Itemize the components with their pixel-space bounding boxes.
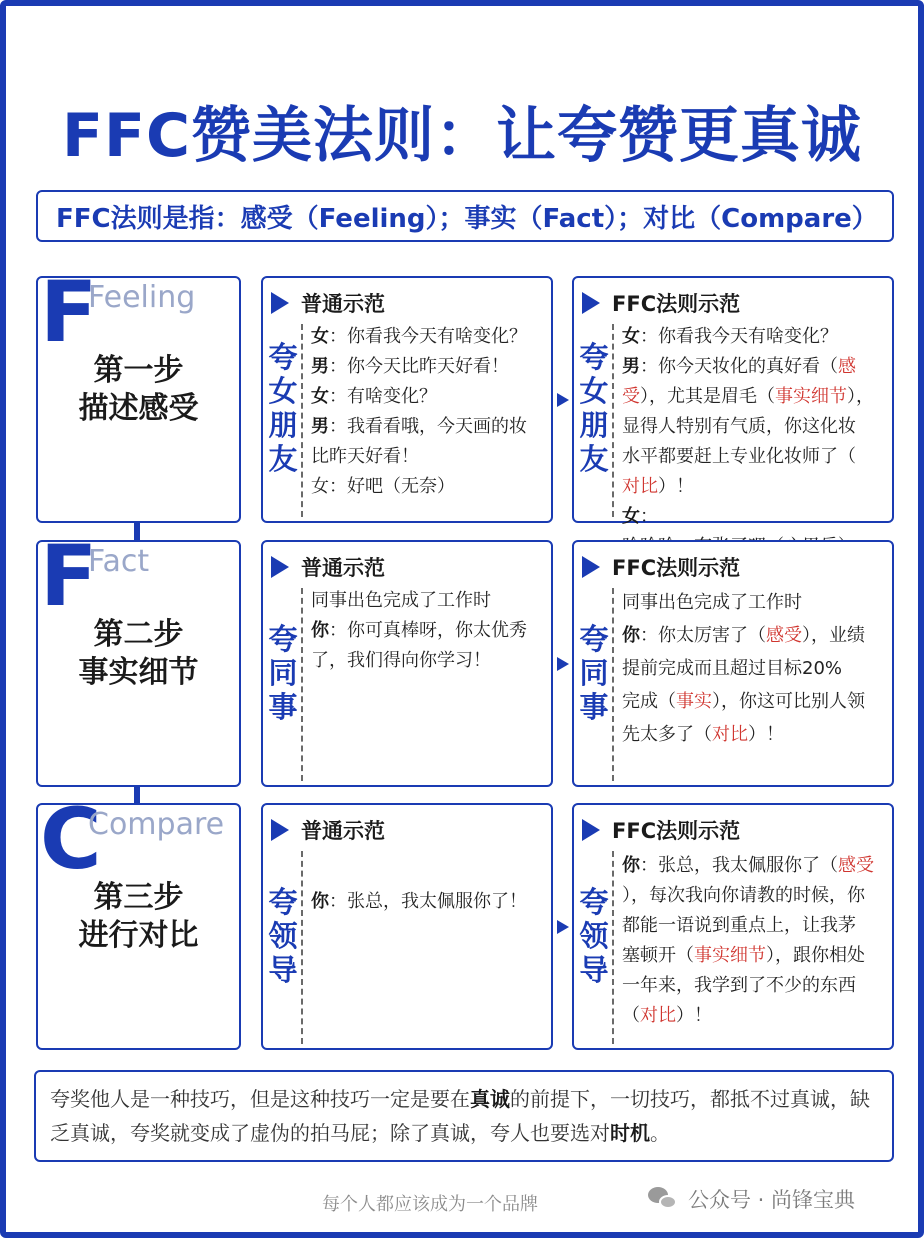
highlight-text: 事实 (676, 691, 712, 712)
example-header (582, 815, 740, 845)
dialog-line: 女：你看我今天有啥变化？ (622, 326, 838, 347)
summary-text-2: 的前提下，一切技巧，都抵不过真诚，缺乏真诚，夸奖就变成了虚伪的拍马屁；除了真诚，夸人也要选对 (50, 1087, 870, 1145)
wechat-icon (648, 1187, 678, 1211)
example-header-label: FFC法则示范 (612, 819, 741, 843)
dialog-line: 女：有啥变化？ (311, 386, 437, 407)
triangle-play-icon (271, 292, 289, 314)
dialog-line (622, 412, 886, 442)
speaker-label: 男 (311, 416, 329, 437)
dashed-divider (612, 588, 614, 781)
example-header (582, 288, 740, 318)
example-header (271, 288, 385, 318)
target-label: 夸领导 (268, 885, 298, 987)
step-letter: F (40, 527, 98, 625)
dialog-line (622, 1001, 886, 1031)
target-label: 夸女朋友 (268, 340, 298, 476)
step-title: 描述感受 (78, 391, 199, 426)
dialog-text: ），业绩 (802, 625, 865, 646)
dialog-line: 你：你太厉害了（感受），业绩 (622, 625, 865, 646)
dialog-text: ），你这可比别人领 (712, 691, 865, 712)
dialog-text: ）！ (658, 476, 694, 497)
dialog-line (311, 586, 545, 616)
footer-slogan: 每个人都应该成为一个品牌 (322, 1194, 538, 1215)
example-header-label: 普通示范 (301, 292, 385, 316)
dialog-line (311, 646, 545, 676)
speaker-label: 女 (622, 326, 640, 347)
dialog-text: 有啥变化？ (347, 386, 437, 407)
triangle-play-icon (582, 819, 600, 841)
dashed-divider (301, 324, 303, 517)
dialog-line: 你：你可真棒呀，你太优秀 (311, 620, 527, 641)
flow-arrow-icon (557, 657, 569, 671)
dialog-text: 比昨天好看！ (311, 446, 419, 467)
ffc-example-card (572, 803, 894, 1050)
dialog-text: 你可真棒呀，你太优秀 (347, 620, 527, 641)
dialog-text: ），尤其是眉毛（ (640, 386, 775, 407)
subtitle-text: FFC法则是指：感受（Feeling）；事实（Fact）；对比（Compare） (56, 203, 878, 234)
flow-arrow-icon (557, 920, 569, 934)
highlight-text: 感受 (766, 625, 802, 646)
highlight-text: 对比 (712, 724, 748, 745)
step-number: 第三步 (93, 880, 184, 915)
dashed-divider (612, 851, 614, 1044)
step-english-label: Feeling (88, 280, 196, 315)
triangle-play-icon (582, 556, 600, 578)
highlight-text: 感 (838, 356, 856, 377)
dialog-line: 男：我看看哦，今天画的妆 (311, 416, 527, 437)
normal-example-card (261, 803, 553, 1050)
summary-text-3: 。 (650, 1121, 670, 1145)
dialog-line (622, 941, 886, 971)
dialog-text: ）！ (676, 1005, 712, 1026)
dialog-line (622, 911, 886, 941)
dialog-line (622, 382, 886, 412)
dialog-text: ）！ (748, 724, 784, 745)
example-header-label: FFC法则示范 (612, 292, 741, 316)
dialog-text: 先太多了（ (622, 724, 712, 745)
step-card (36, 527, 241, 787)
step-connector (134, 787, 140, 803)
step-letter: C (40, 790, 102, 888)
highlight-text: 对比 (622, 476, 658, 497)
step-title: 事实细节 (78, 655, 199, 690)
dialog-line (311, 472, 545, 502)
speaker-label: 男 (311, 356, 329, 377)
summary-bold-sincere: 真诚 (470, 1087, 510, 1111)
dialog-text: ），跟你相处 (766, 945, 865, 966)
dialog-text: 女：好吧（无奈） (311, 476, 455, 497)
dialog-block (311, 887, 545, 917)
normal-example-card (261, 540, 553, 787)
page-title: FFC赞美法则：让夸赞更真诚 (61, 101, 862, 171)
dialog-block (311, 322, 545, 502)
step-card (36, 790, 241, 1050)
dialog-line (622, 881, 886, 911)
speaker-label: 男 (622, 356, 640, 377)
example-header-label: FFC法则示范 (612, 556, 741, 580)
footer-account-label: 公众号 · 尚锋宝典 (688, 1188, 856, 1212)
flow-arrow-icon (557, 393, 569, 407)
dashed-divider (612, 324, 614, 517)
dialog-text: 你看我今天有啥变化？ (658, 326, 838, 347)
dialog-block (622, 851, 886, 1031)
highlight-text: 感受 (838, 855, 874, 876)
dialog-text: 都能一语说到重点上，让我茅 (622, 915, 856, 936)
dialog-line (622, 472, 886, 502)
dialog-text: 张总，我太佩服你了！ (347, 891, 527, 912)
step-number: 第一步 (93, 353, 184, 388)
dashed-divider (301, 851, 303, 1044)
dialog-block (311, 586, 545, 676)
step-card (36, 263, 241, 523)
dialog-text: 你今天比昨天好看！ (347, 356, 509, 377)
summary-bold-timing: 时机 (610, 1121, 650, 1145)
speaker-label: 你 (622, 625, 640, 646)
dialog-text: 你太厉害了（ (658, 625, 766, 646)
dialog-line: 女：你看我今天有啥变化？ (311, 326, 527, 347)
step-title: 进行对比 (78, 918, 199, 953)
dialog-line (622, 586, 886, 619)
ffc-example-card (572, 276, 894, 527)
dialog-block (622, 586, 886, 751)
dialog-text: 我看看哦，今天画的妆 (347, 416, 527, 437)
dialog-line: 你：张总，我太佩服你了！ (311, 891, 527, 912)
speaker-label: 女 (622, 506, 640, 527)
dialog-text: 你看我今天有啥变化？ (347, 326, 527, 347)
highlight-text: 事实细节 (694, 945, 766, 966)
dialog-text: 显得人特别有气质，你这化妆 (622, 416, 856, 437)
step-letter: F (40, 263, 98, 361)
step-english-label: Compare (88, 807, 225, 842)
example-header-label: 普通示范 (301, 556, 385, 580)
dialog-text: ）， (847, 386, 874, 407)
dialog-line: 男：你今天妆化的真好看（感 (622, 356, 856, 377)
speaker-label: 女 (311, 326, 329, 347)
dialog-text: 塞顿开（ (622, 945, 694, 966)
dialog-text: 提前完成而且超过目标20% (622, 658, 843, 679)
dialog-block (622, 322, 886, 562)
summary-text-1: 夸奖他人是一种技巧，但是这种技巧一定是要在 (50, 1087, 470, 1111)
highlight-text: 受 (622, 386, 640, 407)
dialog-text: 张总，我太佩服你了（ (658, 855, 838, 876)
dialog-text: 了，我们得向你学习！ (311, 650, 491, 671)
dialog-text: 水平都要赶上专业化妆师了（ (622, 446, 856, 467)
dialog-line (622, 442, 886, 472)
summary-box (34, 1070, 894, 1162)
speaker-label: 女 (311, 386, 329, 407)
highlight-text: 对比 (640, 1005, 676, 1026)
dialog-line (622, 652, 886, 685)
subtitle-box (36, 190, 894, 242)
dashed-divider (301, 588, 303, 781)
dialog-text: （ (622, 1005, 640, 1026)
dialog-line: 女： (622, 502, 886, 562)
dialog-text: 同事出色完成了工作时 (622, 592, 802, 613)
step-connector (134, 523, 140, 540)
example-header-label: 普通示范 (301, 819, 385, 843)
dialog-text: 一年来，我学到了不少的东西 (622, 975, 856, 996)
footer-account[interactable] (648, 1184, 855, 1214)
dialog-text: 你今天妆化的真好看（ (658, 356, 838, 377)
normal-example-card (261, 276, 553, 523)
speaker-label: 你 (622, 855, 640, 876)
example-header (271, 815, 385, 845)
dialog-text: 完成（ (622, 691, 676, 712)
target-label: 夸同事 (579, 622, 609, 724)
triangle-play-icon (271, 556, 289, 578)
example-header (582, 552, 740, 582)
dialog-text: ），每次我向你请教的时候，你 (622, 885, 865, 906)
dialog-line (622, 971, 886, 1001)
triangle-play-icon (271, 819, 289, 841)
dialog-line (622, 685, 886, 718)
target-label: 夸领导 (579, 885, 609, 987)
highlight-text: 事实细节 (775, 386, 847, 407)
speaker-label: 你 (311, 620, 329, 641)
dialog-line (311, 442, 545, 472)
dialog-line: 你：张总，我太佩服你了（感受 (622, 855, 874, 876)
dialog-text: 同事出色完成了工作时 (311, 590, 491, 611)
target-label: 夸女朋友 (579, 340, 609, 476)
triangle-play-icon (582, 292, 600, 314)
step-english-label: Fact (88, 544, 150, 579)
speaker-label: 你 (311, 891, 329, 912)
step-number: 第二步 (93, 617, 184, 652)
dialog-line: 男：你今天比昨天好看！ (311, 356, 509, 377)
ffc-example-card (572, 540, 894, 787)
example-header (271, 552, 385, 582)
dialog-line (622, 718, 886, 751)
target-label: 夸同事 (268, 622, 298, 724)
